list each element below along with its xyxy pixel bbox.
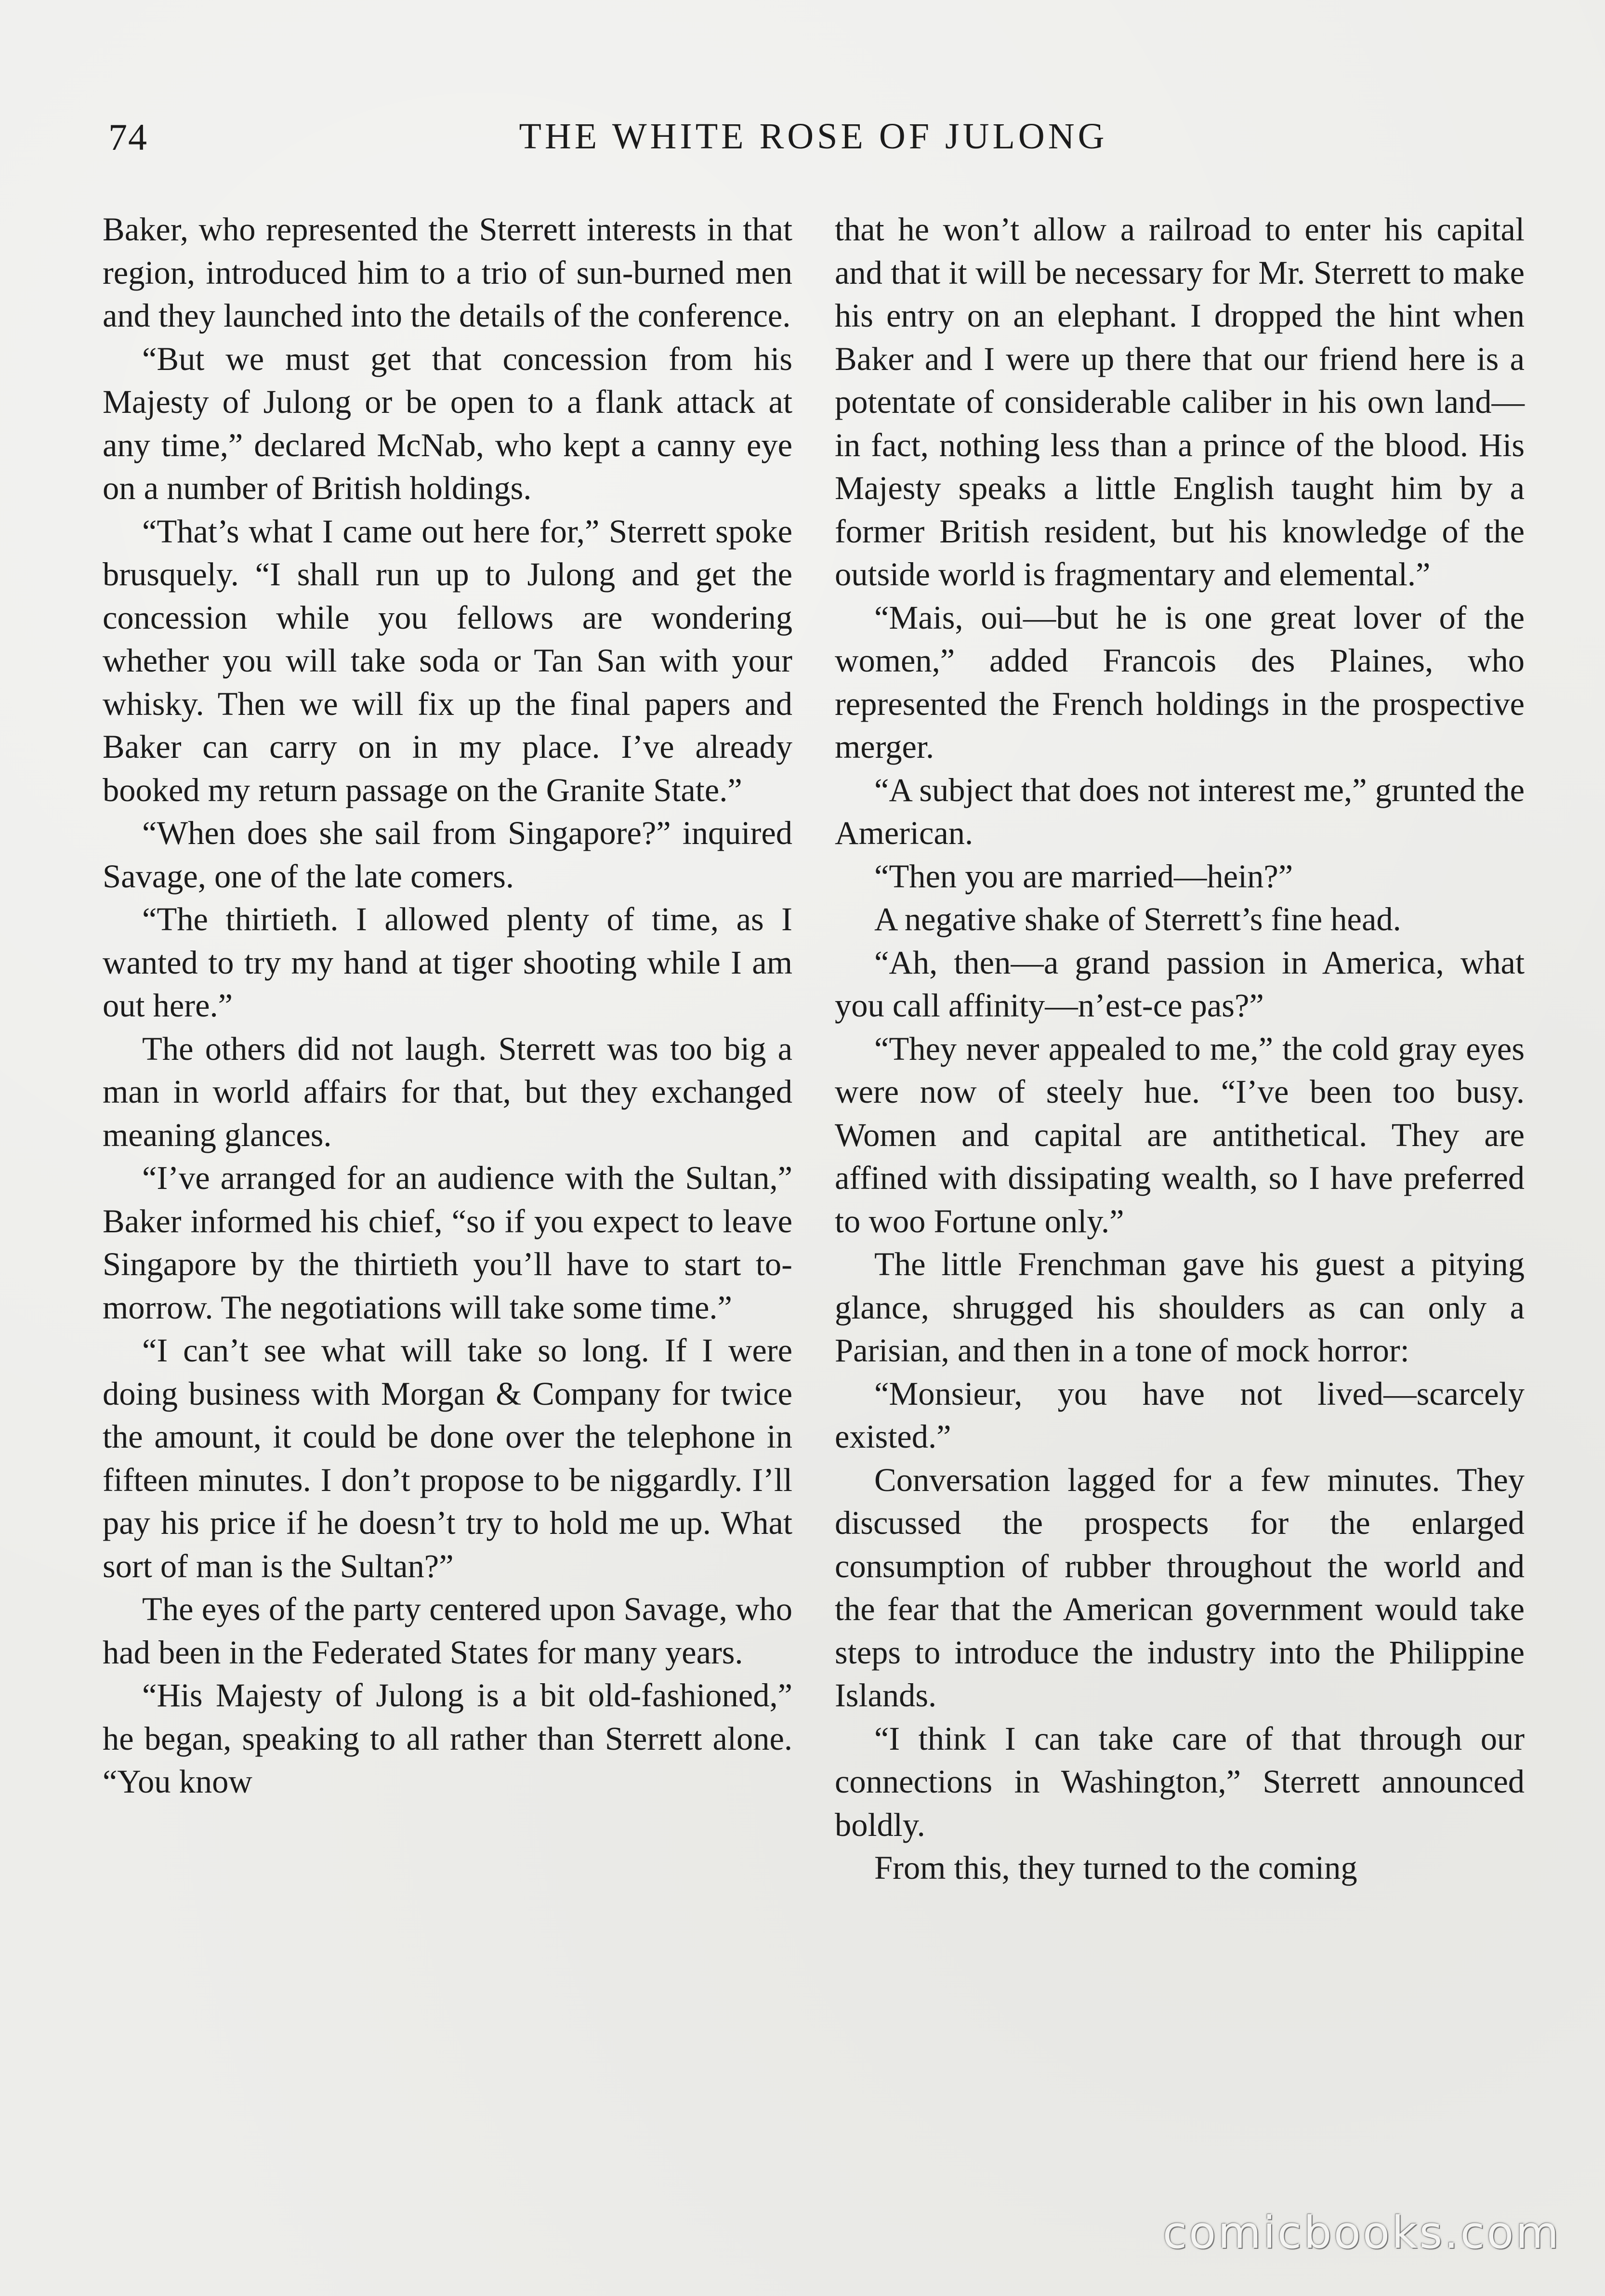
paragraph: “I think I can take care of that through our connections in Washington,” Sterrett announced boldly. [835,1720,1525,1843]
paragraph: “I’ve arranged for an audience with the Sultan,” Baker informed his chief, “so if you expect to leave Singapore by the thirtieth you’ll have to start to-morrow. The negotiations will take some time.” [103,1160,792,1326]
paragraph: “Then you are married—hein?” [874,858,1293,895]
paragraph: “They never appealed to me,” the cold gray eyes were now of steely hue. “I’ve been too busy. Women and capital are antithetical. They are affined with dissipating wealth, so I have preferred to woo Fortune only.” [835,1030,1525,1240]
paragraph: From this, they turned to the coming [874,1849,1357,1886]
paragraph: “Ah, then—a grand passion in America, what you call affinity—n’est-ce pas?” [835,944,1525,1024]
paragraph: Baker, who represented the Sterrett interests in that region, introduced him to a trio of sun-burned men and they launched into the details of the conference. [103,211,792,334]
watermark: comicbooks.com [1162,2207,1561,2258]
paragraph: Conversation lagged for a few minutes. They discussed the prospects for the enlarged consumption of rubber throughout the world and the fear that the American government would take steps to introduce the industry into the Philippine Islands. [835,1461,1525,1714]
page-header [108,116,1518,173]
paragraph: “When does she sail from Singapore?” inquired Savage, one of the late comers. [103,815,792,895]
page-number: 74 [108,116,148,158]
paragraph: “Mais, oui—but he is one great lover of the women,” added Francois des Plaines, who represented the French holdings in the prospective merger. [835,599,1525,765]
left-column [103,208,792,1804]
paragraph: “That’s what I came out here for,” Sterrett spoke brusquely. “I shall run up to Julong and get the concession while you fellows are wondering whether you will take soda or Tan San with your whisky. Then we will fix up the final papers and Baker can carry on in my place. I’ve already booked my return passage on the Granite State.” [103,513,792,808]
right-column [835,208,1525,1890]
paragraph: “Monsieur, you have not lived—scarcely existed.” [835,1375,1525,1455]
paragraph: “His Majesty of Julong is a bit old-fashioned,” he began, speaking to all rather than Sterrett alone. “You know [103,1677,792,1800]
paragraph: The little Frenchman gave his guest a pitying glance, shrugged his shoulders as can only a Parisian, and then in a tone of mock horror: [835,1246,1525,1369]
paragraph: “But we must get that concession from his Majesty of Julong or be open to a flank attack at any time,” declared McNab, who kept a canny eye on a number of British holdings. [103,340,792,506]
paragraph: A negative shake of Sterrett’s fine head. [874,901,1401,937]
running-title: THE WHITE ROSE OF JULONG [519,116,1108,157]
paragraph: “I can’t see what will take so long. If I were doing business with Morgan & Company for twice the amount, it could be done over the telephone in fifteen minutes. I don’t propose to be niggardly. I’ll pay his price if he doesn’t try to hold me up. What sort of man is the Sultan?” [103,1332,792,1584]
paragraph: “A subject that does not interest me,” grunted the American. [835,771,1525,851]
paragraph: “The thirtieth. I allowed plenty of time, as I wanted to try my hand at tiger shooting while I am out here.” [103,901,792,1024]
paragraph: that he won’t allow a railroad to enter his capital and that it will be necessary for Mr. Sterrett to make his entry on an elephant. I dropped the hint when Baker and I were up there that our friend here is a potentate of considerable caliber in his own land—in fact, nothing less than a prince of the blood. His Majesty speaks a little English taught him by a former British resident, but his knowledge of the outside world is fragmentary and elemental.” [835,211,1525,593]
paragraph: The others did not laugh. Sterrett was too big a man in world affairs for that, but they exchanged meaning glances. [103,1030,792,1153]
paragraph: The eyes of the party centered upon Savage, who had been in the Federated States for many years. [103,1591,792,1671]
